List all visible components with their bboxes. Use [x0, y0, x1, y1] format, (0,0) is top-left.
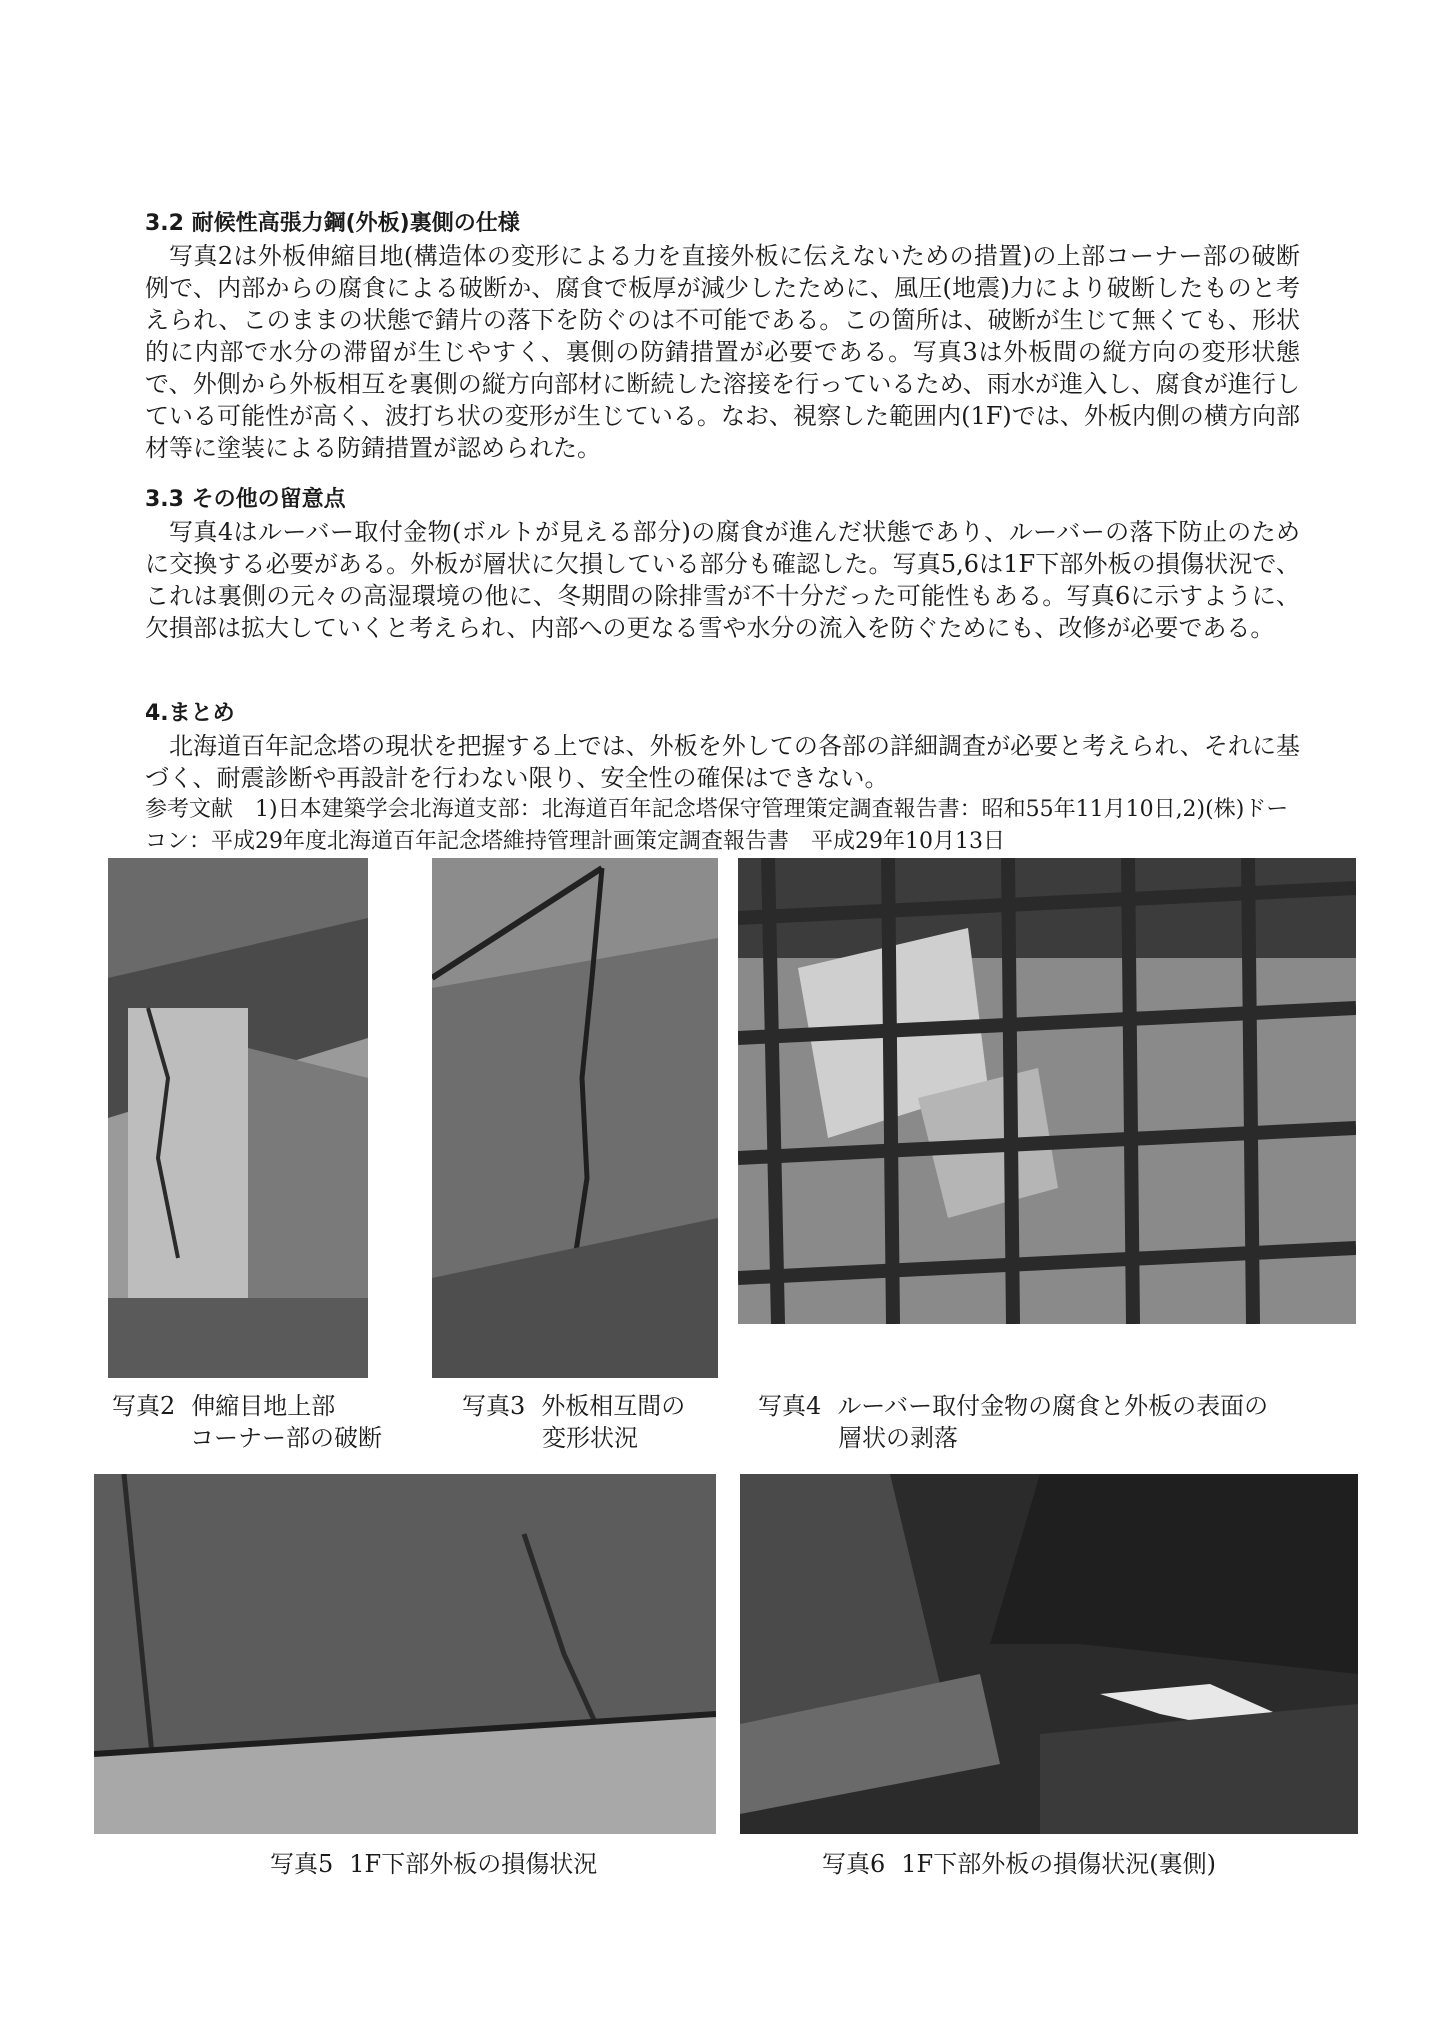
photo-label: 写真5: [270, 1850, 334, 1878]
section-heading: 3.3 その他の留意点: [145, 487, 346, 512]
photo-3-image: [432, 858, 718, 1378]
photo-5-caption: [270, 1848, 670, 1880]
section-3-3: [145, 484, 1300, 644]
photo-6-image: [740, 1474, 1358, 1834]
photo-caption-line1: 1F下部外板の損傷状況: [349, 1850, 598, 1878]
section-body: 写真4はルーバー取付金物(ボルトが見える部分)の腐食が進んだ状態であり、ルーバーの落下防止のために交換する必要がある。外板が層状に欠損している部分も確認した。写真5,6は1F下部外板の損傷状況で、これは裏側の元々の高湿環境の他に、冬期間の除排雪が不十分だった可能性もある。写真6に示すように、欠損部は拡大していくと考えられ、内部への更なる雪や水分の流入を防ぐためにも、改修が必要である。: [145, 518, 1300, 642]
photo-2-caption: [112, 1390, 412, 1454]
photo-caption-line1: 1F下部外板の損傷状況(裏側): [901, 1850, 1216, 1878]
photo-2-image: [108, 858, 368, 1378]
photo-caption-line2: 変形状況: [542, 1424, 638, 1452]
section-body: 写真2は外板伸縮目地(構造体の変形による力を直接外板に伝えないための措置)の上部コーナー部の破断例で、内部からの腐食による破断か、腐食で板厚が減少したために、風圧(地震)力により破断したものと考えられ、このままの状態で錆片の落下を防ぐのは不可能である。この箇所は、破断が生じて無くても、形状的に内部で水分の滞留が生じやすく、裏側の防錆措置が必要である。写真3は外板間の縦方向の変形状態で、外側から外板相互を裏側の縦方向部材に断続した溶接を行っているため、雨水が進入し、腐食が進行している可能性が高く、波打ち状の変形が生じている。なお、視察した範囲内(1F)では、外板内側の横方向部材等に塗装による防錆措置が認められた。: [145, 242, 1300, 462]
section-3-2: [145, 208, 1300, 464]
photo-caption-line1: ルーバー取付金物の腐食と外板の表面の: [837, 1392, 1269, 1420]
photo-label: 写真4: [758, 1392, 822, 1420]
photo-label: 写真6: [822, 1850, 886, 1878]
photo-caption-line2: コーナー部の破断: [190, 1424, 382, 1452]
photo-5-image: [94, 1474, 716, 1834]
photo-caption-line2: 層状の剥落: [838, 1424, 958, 1452]
photo-caption-line1: 外板相互間の: [541, 1392, 686, 1420]
section-heading: 3.2 耐候性高張力鋼(外板)裏側の仕様: [145, 211, 520, 236]
section-4-summary: [145, 698, 1300, 858]
photo-caption-line1: 伸縮目地上部: [191, 1392, 336, 1420]
photo-4-image: [738, 858, 1356, 1324]
references: 参考文献 1)日本建築学会北海道支部：北海道百年記念塔保守管理策定調査報告書：昭和55年11月10日,2)(株)ドーコン：平成29年度北海道百年記念塔維持管理計画策定調査報告書 平成29年10月13日: [145, 797, 1289, 854]
photo-6-caption: [822, 1848, 1262, 1880]
photo-3-caption: [462, 1390, 742, 1454]
photo-4-caption: [758, 1390, 1318, 1454]
section-body: 北海道百年記念塔の現状を把握する上では、外板を外しての各部の詳細調査が必要と考えられ、それに基づく、耐震診断や再設計を行わない限り、安全性の確保はできない。: [145, 732, 1300, 792]
photo-label: 写真3: [462, 1392, 526, 1420]
photo-label: 写真2: [112, 1392, 176, 1420]
section-heading: 4.まとめ: [145, 701, 235, 726]
